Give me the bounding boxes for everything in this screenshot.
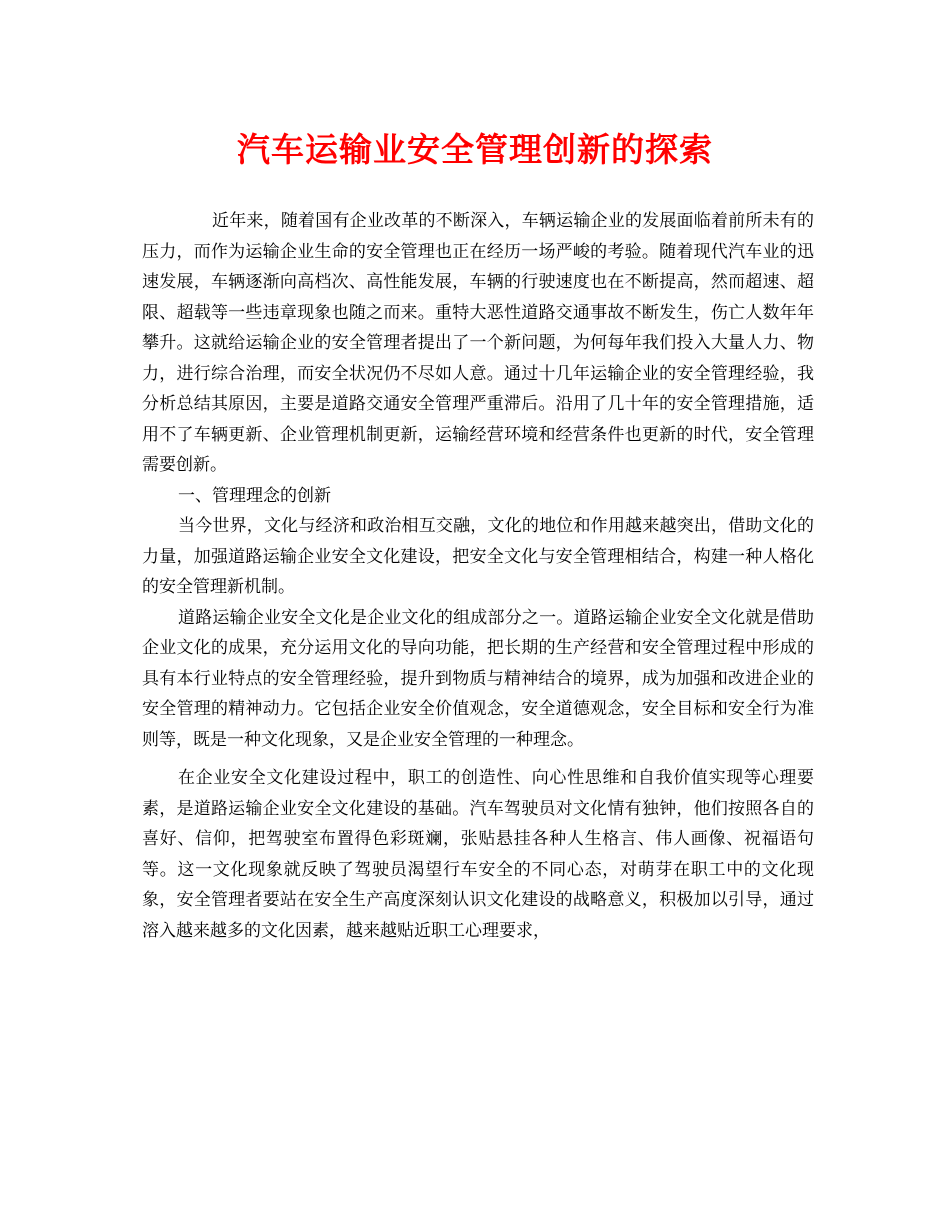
paragraph: 道路运输企业安全文化是企业文化的组成部分之一。道路运输企业安全文化就是借助企业文化的成果，充分运用文化的导向功能，把长期的生产经营和安全管理过程中形成的具有本行业特点的安全管理经验，提升到物质与精神结合的境界，成为加强和改进企业的安全管理的精神动力。它包括企业安全价值观念，安全道德观念，安全目标和安全行为准则等，既是一种文化现象，又是企业安全管理的一种理念。 [142,607,814,750]
paragraph: 在企业安全文化建设过程中，职工的创造性、向心性思维和自我价值实现等心理要素，是道路运输企业安全文化建设的基础。汽车驾驶员对文化情有独钟，他们按照各自的喜好、信仰，把驾驶室布置得色彩斑斓，张贴悬挂各种人生格言、伟人画像、祝福语句等。这一文化现象就反映了驾驶员渴望行车安全的不同心态，对萌芽在职工中的文化现象，安全管理者要站在安全生产高度深刻认识文化建设的战略意义，积极加以引导，通过溶入越来越多的文化因素，越来越贴近职工心理要求， [142,768,814,941]
paragraph: 当今世界，文化与经济和政治相互交融，文化的地位和作用越来越突出，借助文化的力量，加强道路运输企业安全文化建设，把安全文化与安全管理相结合，构建一种人格化的安全管理新机制。 [142,516,814,597]
paragraph-intro: 近年来，随着国有企业改革的不断深入，车辆运输企业的发展面临着前所未有的压力，而作为运输企业生命的安全管理也正在经历一场严峻的考验。随着现代汽车业的迅速发展，车辆逐渐向高档次、高性能发展，车辆的行驶速度也在不断提高，然而超速、超限、超载等一些违章现象也随之而来。重特大恶性道路交通事故不断发生，伤亡人数年年攀升。这就给运输企业的安全管理者提出了一个新问题，为何每年我们投入大量人力、物力，进行综合治理，而安全状况仍不尽如人意。通过十几年运输企业的安全管理经验，我分析总结其原因，主要是道路交通安全管理严重滞后。沿用了几十年的安全管理措施，适用不了车辆更新、企业管理机制更新，运输经营环境和经营条件也更新的时代，安全管理需要创新。 [142,211,814,475]
document-title: 汽车运输业安全管理创新的探索 [237,130,713,169]
section-heading: 一、管理理念的创新 [178,485,331,506]
document-body [142,206,814,946]
